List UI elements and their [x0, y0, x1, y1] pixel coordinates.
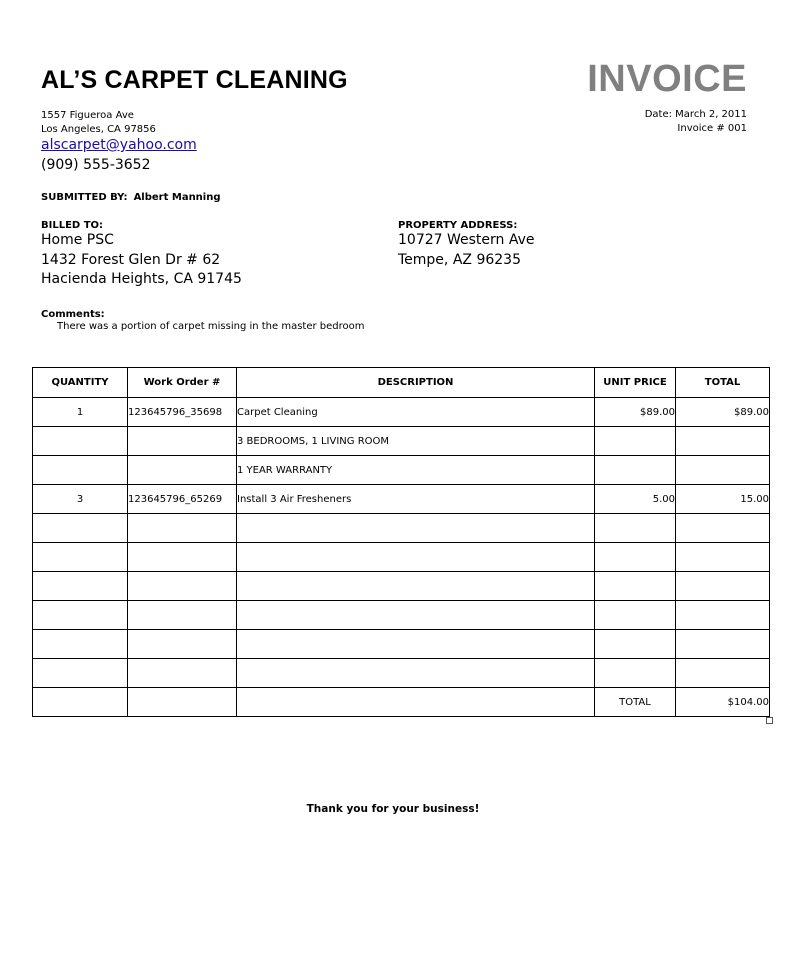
cell-total [676, 427, 770, 456]
cell-work-order [128, 630, 237, 659]
cell-unit-price: 5.00 [595, 485, 676, 514]
property-address-line: Tempe, AZ 96235 [398, 251, 521, 268]
cell-total [676, 572, 770, 601]
cell-total [676, 456, 770, 485]
invoice-title: INVOICE [587, 58, 747, 100]
cell-total: $89.00 [676, 398, 770, 427]
cell-unit-price [595, 630, 676, 659]
cell-unit-price [595, 427, 676, 456]
invoice-items-table [32, 367, 770, 717]
cell-unit-price [595, 543, 676, 572]
comments-text: There was a portion of carpet missing in the master bedroom [57, 321, 365, 332]
cell-work-order [128, 514, 237, 543]
company-name: AL’S CARPET CLEANING [41, 66, 348, 94]
table-resize-handle[interactable] [766, 717, 773, 724]
cell-work-order [128, 659, 237, 688]
cell-description [237, 601, 595, 630]
cell-empty [128, 688, 237, 717]
cell-unit-price [595, 514, 676, 543]
table-row [33, 456, 770, 485]
cell-quantity [33, 659, 128, 688]
cell-description [237, 543, 595, 572]
submitted-by-name: Albert Manning [133, 192, 221, 203]
cell-total [676, 514, 770, 543]
cell-quantity: 1 [33, 398, 128, 427]
cell-work-order [128, 456, 237, 485]
table-total-row [33, 688, 770, 717]
cell-quantity [33, 543, 128, 572]
cell-quantity [33, 630, 128, 659]
invoice-date: Date: March 2, 2011 [644, 109, 747, 120]
cell-total [676, 543, 770, 572]
table-row [33, 630, 770, 659]
table-row [33, 485, 770, 514]
cell-total [676, 659, 770, 688]
cell-description [237, 572, 595, 601]
cell-work-order: 123645796_35698 [128, 398, 237, 427]
cell-empty [33, 688, 128, 717]
cell-unit-price [595, 659, 676, 688]
cell-empty [237, 688, 595, 717]
total-value: $104.00 [676, 688, 770, 717]
cell-total: 15.00 [676, 485, 770, 514]
cell-description: Carpet Cleaning [237, 398, 595, 427]
cell-quantity [33, 514, 128, 543]
cell-unit-price [595, 601, 676, 630]
thank-you-message: Thank you for your business! [306, 803, 480, 815]
table-row [33, 398, 770, 427]
comments-block [41, 309, 365, 332]
billed-to-line: 1432 Forest Glen Dr # 62 [41, 251, 221, 268]
table-row [33, 543, 770, 572]
billed-to-label: BILLED TO: [41, 220, 104, 231]
table-row [33, 427, 770, 456]
cell-description: Install 3 Air Fresheners [237, 485, 595, 514]
cell-description [237, 630, 595, 659]
cell-work-order [128, 572, 237, 601]
header-work-order: Work Order # [128, 368, 237, 398]
total-label: TOTAL [595, 688, 676, 717]
cell-total [676, 601, 770, 630]
cell-work-order [128, 601, 237, 630]
invoice-number: Invoice # 001 [677, 123, 747, 134]
comments-label: Comments: [41, 309, 105, 320]
cell-quantity [33, 601, 128, 630]
billed-to-line: Home PSC [41, 232, 114, 248]
property-address-line: 10727 Western Ave [398, 232, 535, 248]
cell-quantity [33, 456, 128, 485]
cell-description: 3 BEDROOMS, 1 LIVING ROOM [237, 427, 595, 456]
header-unit-price: UNIT PRICE [595, 368, 676, 398]
cell-description: 1 YEAR WARRANTY [237, 456, 595, 485]
cell-description [237, 659, 595, 688]
billed-to-block [41, 220, 242, 290]
invoice-meta [645, 108, 747, 136]
cell-quantity: 3 [33, 485, 128, 514]
cell-work-order [128, 543, 237, 572]
table-header-row [33, 368, 770, 398]
cell-total [676, 630, 770, 659]
cell-quantity [33, 572, 128, 601]
submitted-by-label: SUBMITTED BY: [41, 192, 128, 203]
cell-unit-price [595, 572, 676, 601]
cell-quantity [33, 427, 128, 456]
property-address-block [398, 220, 535, 270]
company-address-line1: 1557 Figueroa Ave [41, 110, 134, 121]
header-quantity: QUANTITY [33, 368, 128, 398]
submitted-by [41, 192, 221, 203]
property-address-label: PROPERTY ADDRESS: [398, 220, 518, 231]
company-phone: (909) 555-3652 [41, 157, 151, 173]
table-row [33, 572, 770, 601]
header-description: DESCRIPTION [237, 368, 595, 398]
table-row [33, 659, 770, 688]
cell-unit-price [595, 456, 676, 485]
cell-work-order [128, 427, 237, 456]
cell-unit-price: $89.00 [595, 398, 676, 427]
company-address-line2: Los Angeles, CA 97856 [41, 124, 156, 135]
table-row [33, 514, 770, 543]
cell-description [237, 514, 595, 543]
cell-work-order: 123645796_65269 [128, 485, 237, 514]
company-email-link[interactable]: alscarpet@yahoo.com [41, 137, 197, 153]
billed-to-line: Hacienda Heights, CA 91745 [41, 271, 242, 287]
table-row [33, 601, 770, 630]
header-total: TOTAL [676, 368, 770, 398]
